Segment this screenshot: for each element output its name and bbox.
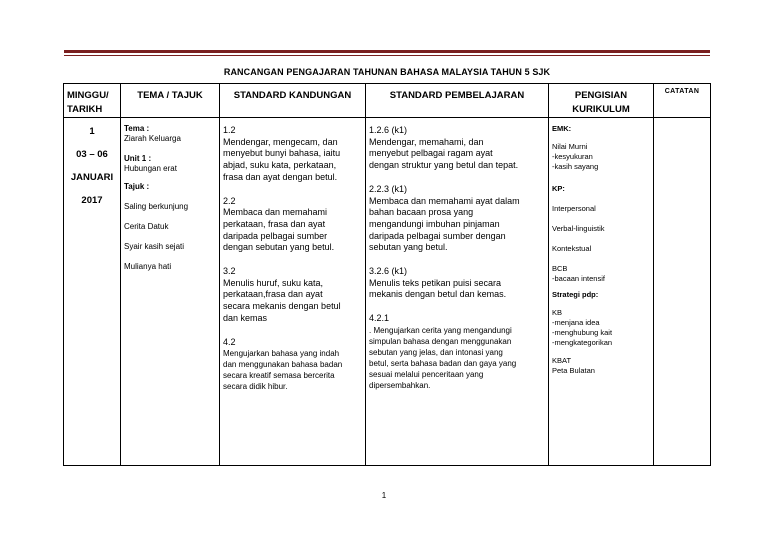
sk-code: 4.2 <box>223 336 236 347</box>
week-number: 1 <box>89 126 95 137</box>
header-rule-thin <box>64 55 710 56</box>
week-year: 2017 <box>81 195 103 206</box>
header-pengisian-kurikulum: PENGISIAN KURIKULUM <box>549 84 654 118</box>
cell-tema <box>121 118 220 466</box>
emk-label: EMK: <box>552 124 572 133</box>
header-standard-kandungan: STANDARD KANDUNGAN <box>220 84 366 118</box>
strategi-label: Strategi pdp: <box>552 290 599 299</box>
tajuk-label: Tajuk : <box>124 182 150 191</box>
cell-pengisian-kurikulum: EMK: Nilai Murni -kesyukuran -kasih sayang KP: Interpersonal Verbal-linguistik Kontekstual BCB -bacaan intensif Strategi pdp: KB -menjana idea -menghubung kait -mengkategorikan KBAT Peta Bulatan <box>549 118 654 466</box>
cell-standard-kandungan: 1.2 Mendengar, mengecam, dan menyebut bunyi bahasa, iaitu abjad, suku kata, perkataan, frasa dan ayat dengan betul. 2.2 Membaca dan memahami perkataan, frasa dan ayat daripada pelbagai sumber dengan sebutan yang betul. 3.2 Menulis huruf, suku kata, perkataan,frasa dan ayat secara mekanis dengan betul dan kemas 4.2 Mengujarkan bahasa yang indah dan menggunakan bahasa badan secara kreatif semasa bercerita secara didik hibur. <box>220 118 366 466</box>
sk-code: 2.2 <box>223 195 236 206</box>
sp-code: 1.2.6 (k1) <box>369 125 408 135</box>
header-rule-thick <box>64 50 710 53</box>
page-number: 1 <box>381 491 387 500</box>
sk-code: 3.2 <box>223 266 236 277</box>
kp-label: KP: <box>552 184 565 193</box>
unit-label: Unit 1 : <box>124 154 152 163</box>
header-standard-pembelajaran: STANDARD PEMBELAJARAN <box>366 84 549 118</box>
cell-minggu <box>64 118 121 466</box>
tajuk-item: Mulianya hati <box>124 262 172 271</box>
sp-code: 3.2.6 (k1) <box>369 266 408 277</box>
cell-catatan <box>654 118 711 466</box>
header-catatan: CATATAN <box>654 84 711 118</box>
sk-code: 1.2 <box>223 125 236 135</box>
week-dates: 03 – 06 <box>76 149 108 160</box>
tajuk-item: Cerita Datuk <box>124 222 169 231</box>
header-row <box>64 84 711 118</box>
tema-label: Tema : <box>124 124 150 133</box>
sp-code: 4.2.1 <box>369 313 390 324</box>
week-month: JANUARI <box>70 172 114 183</box>
lesson-plan-table <box>63 83 711 466</box>
header-tema-tajuk: TEMA / TAJUK <box>121 84 220 118</box>
unit-value: Hubungan erat <box>124 164 177 173</box>
header-minggu-tarikh: MINGGU/ TARIKH <box>64 84 121 118</box>
sp-code: 2.2.3 (k1) <box>369 183 408 194</box>
tema-value: Ziarah Keluarga <box>124 134 181 143</box>
tajuk-item: Syair kasih sejati <box>124 242 185 251</box>
week-row <box>64 118 711 466</box>
document-title: RANCANGAN PENGAJARAN TAHUNAN BAHASA MALAYSIA TAHUN 5 SJK <box>223 67 551 77</box>
tajuk-item: Saling berkunjung <box>124 202 189 211</box>
cell-standard-pembelajaran: 1.2.6 (k1) Mendengar, memahami, dan menyebut pelbagai ragam ayat dengan struktur yang betul dan tepat. 2.2.3 (k1) Membaca dan memahami ayat dalam bahan bacaan prosa yang mengandungi imbuhan pinjaman daripada pelbagai sumber dengan sebutan yang betul. 3.2.6 (k1) Menulis teks petikan puisi secara mekanis dengan betul dan kemas. 4.2.1 . Mengujarkan cerita yang mengandungi simpulan bahasa dengan menggunakan sebutan yang jelas, dan intonasi yang betul, serta bahasa badan dan gaya yang sesuai melalui penceritaan yang dipersembahkan. <box>366 118 549 466</box>
